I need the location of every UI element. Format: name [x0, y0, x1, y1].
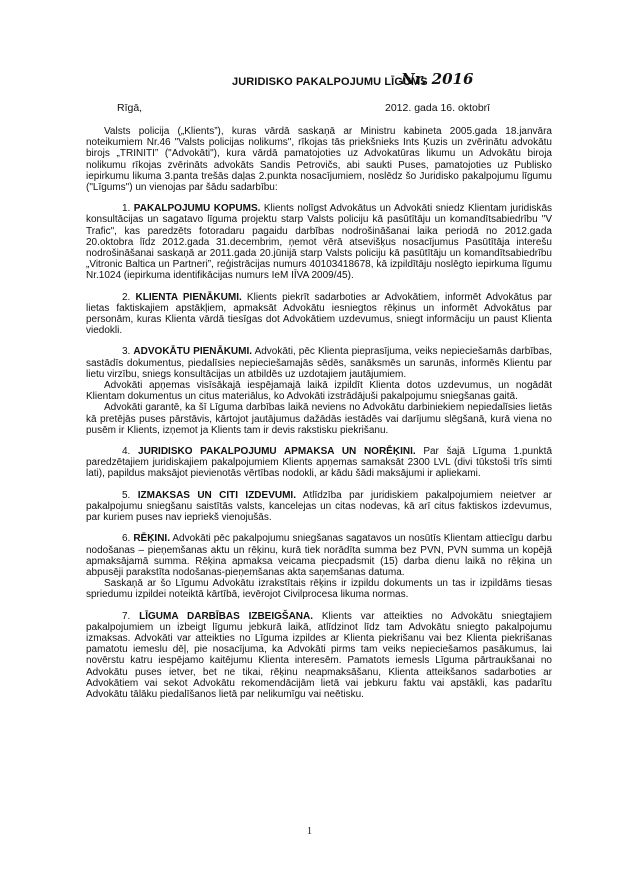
section-number: 5.	[122, 489, 131, 501]
section-heading: JURIDISKO PAKALPOJUMU APMAKSA UN NORĒĶINI.	[138, 446, 416, 458]
section-number: 3.	[122, 346, 131, 358]
section-text: Klients nolīgst Advokātus un Advokāti sniedz Klientam juridiskās konsultācijas un sagatavo līguma projektu starp Valsts policiju kā pasūtītāju un komandītsabiedrību "V Trafic", kas paredzēts fotoradaru pagaidu darbības nodrošināšanai laika periodā no 2012.gada 20.oktobra līdz 2012.gada 31.decembrim, ņemot vērā atsevišķus nosacījumus Pasūtītāja interešu nodrošināšanai saskaņā ar 2011.gada 20.jūnijā starp Valsts policiju kā pasūtītāju un komandītsabiedrību „Vitronic Baltica un Partneri”, reģistrācijas numurs 40103418678, kā izpildītāju noslēgto iepirkuma līgumu Nr.1024 (iepirkuma identifikācijas numurs IeM IĪVA 2009/45).	[86, 203, 553, 282]
section-3-paragraph-2: Advokāti apņemas visīsākajā iespējamajā laikā izpildīt Klienta dotos uzdevumus, un nogādāt Klientam dokumentus un citus materiālus, ko Advokāti izstrādājuši pakalpojumu sniegšanas gaitā.	[86, 380, 552, 403]
section-text: Advokāti pēc pakalpojumu sniegšanas sagatavos un nosūtīs Klientam attiecīgu darbu nodošanas – pieņemšanas aktu un rēķinu, kurā tiek norādīta summa bez PVN, PVN summa un kopējā apmaksājamā summa. Rēķina apmaksa veicama piecpadsmit (15) darba dienu laikā no rēķina un abpusēji parakstīta nodošanas-pieņemšanas akta saņemšanas datuma.	[86, 533, 553, 578]
section-heading: ADVOKĀTU PIENĀKUMI.	[133, 346, 253, 358]
section-6	[86, 533, 552, 578]
document-title: JURIDISKO PAKALPOJUMU LĪGUMS	[232, 76, 428, 88]
section-6-paragraph-2: Saskaņā ar šo Līgumu Advokātu izrakstītais rēķins ir izpildu dokuments un tas ir izpildāms tiesas spriedumu izpildei noteiktā kārtībā, ievērojot Civilprocesa likuma normas.	[86, 578, 552, 601]
handwritten-contract-number: Nr. 2016	[401, 70, 474, 88]
section-7	[86, 611, 552, 701]
place-of-signing: Rīgā,	[117, 102, 143, 114]
section-number: 4.	[122, 446, 131, 458]
section-5	[86, 490, 552, 524]
section-heading: PAKALPOJUMU KOPUMS.	[133, 203, 261, 215]
section-text: Par šajā Līguma 1.punktā paredzētajiem juridiskajiem pakalpojumiem Klients apņemas samaksāt 2300 LVL (divi tūkstoši trīs simti lati), papildus maksājot pievienotās vērtības nodokli, ar kādu šādi maksājumi ir apliekami.	[86, 446, 553, 480]
section-number: 6.	[122, 533, 131, 545]
contract-date: 2012. gada 16. oktobrī	[385, 102, 491, 114]
section-number: 2.	[122, 291, 131, 303]
section-text: Advokāti, pēc Klienta pieprasījuma, veiks nepieciešamās darbības, sastādīs dokumentus, piedalīsies nepieciešamajās sēdēs, sanāksmēs un sarunās, informēs Klientu par lietu virzību, sniegs konsultācijas un atbildēs uz uzdotajiem jautājumiem.	[86, 346, 552, 380]
section-1	[86, 203, 552, 281]
section-number: 7.	[122, 610, 131, 622]
intro-paragraph: Valsts policija („Klients”), kuras vārdā saskaņā ar Ministru kabineta 2005.gada 18.janvāra noteikumiem Nr.46 "Valsts policijas nolikums", rīkojas tās priekšnieks Ints Ķuzis un zvērinātu advokātu birojs „TRINITI” ("Advokāti"), kura vārdā pamatojoties uz Advokatūras likumu un Advokātu biroja nolikumu rīkojas zvērināts advokāts Sandis Petrovičs, abi saukti Puses, pamatojoties uz Publisko iepirkumu likuma 3.panta trešās daļas 2.punkta nosacījumiem, noslēdz šo Juridisko pakalpojumu līgumu ("Līgums") un vienojas par šādu sadarbību:	[86, 126, 552, 194]
section-text: Atlīdzība par juridiskiem pakalpojumiem neietver ar pakalpojumu sniegšanu saistītās valsts, kancelejas un citas nodevas, kā arī citus faktiskos izdevumus, par kuriem puses nav iepriekš vienojušās.	[86, 489, 552, 524]
section-3-paragraph-3: Advokāti garantē, ka šī Līguma darbības laikā neviens no Advokātu darbiniekiem nepiedalīsies lietās kā pretējās puses pārstāvis, kārtojot jautājumus dažādās iestādēs vai darījumu slēgšanā, kurā viena no pusēm ir Klients, izņemot ja Klients tam ir devis rakstisku piekrišanu.	[86, 402, 552, 436]
section-heading: KLIENTA PIENĀKUMI.	[135, 291, 242, 303]
section-number: 1.	[122, 203, 131, 215]
section-2	[86, 292, 552, 337]
contract-body	[86, 126, 552, 710]
section-heading: RĒĶINI.	[133, 533, 170, 545]
section-3	[86, 346, 552, 380]
section-heading: IZMAKSAS UN CITI IZDEVUMI.	[137, 489, 296, 501]
section-text: Klients piekrīt sadarboties ar Advokātiem, informēt Advokātus par lietas faktiskajiem apstākļiem, apmaksāt Advokātu iesniegtos rēķinus un informēt Advokātus par personām, kuras Klienta vārdā tiesīgas dot Advokātiem uzdevumus, sniegt informāciju un paust Klienta viedokli.	[86, 291, 553, 337]
section-heading: LĪGUMA DARBĪBAS IZBEIGŠANA.	[139, 610, 314, 622]
section-4	[86, 446, 552, 480]
page-number: 1	[307, 826, 312, 837]
section-text: Klients var atteikties no Advokātu sniegtajiem pakalpojumiem un izbeigt līgumu jebkurā laikā, atlīdzinot līdz tam Advokātu sniegto pakalpojumu izmaksas. Advokāti var atteikties no Līguma izpildes ar Klienta piekrišanu vai bez Klienta piekrišanas pamatotu iemeslu dēļ, pie nosacījuma, ka Advokāti pirms tam veiks nepieciešamos pasākumus, lai novērstu katru iespējamo kaitējumu Klienta interesēm. Pamatots iemesls Līguma pārtraukšanai no Advokātu puses ietver, bet ne tikai, rēķinu neapmaksāšanu, Klienta atteikšanos sadarboties ar Advokātiem vai sekot Advokātu rekomendācijām lietā vai jebkuru faktu vai apstākli, kas padarītu Advokātu tālāku piedalīšanos lietā par nelikumīgu vai neētisku.	[86, 610, 553, 700]
title-row	[0, 70, 630, 92]
